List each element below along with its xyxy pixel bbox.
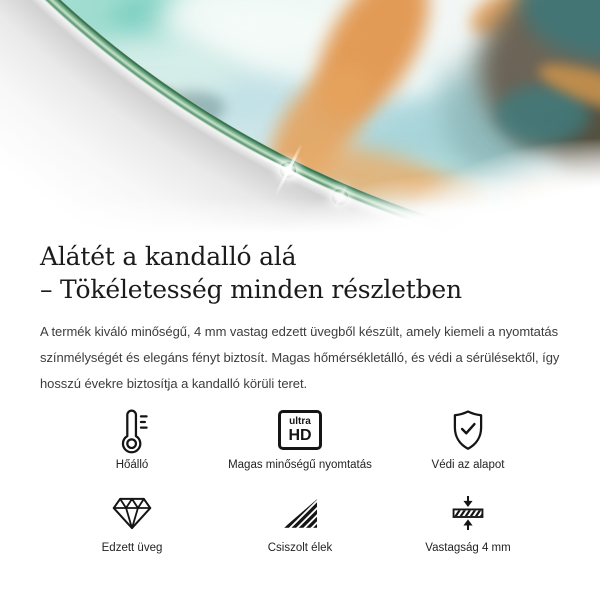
thermometer-icon: [115, 406, 149, 454]
uhd-badge-top: ultra: [289, 415, 311, 427]
uhd-badge-bottom: HD: [288, 426, 312, 444]
shield-check-icon: [449, 406, 487, 454]
feature-protects-base: [384, 406, 552, 471]
feature-thickness: [384, 489, 552, 554]
marble-blob: [138, 86, 228, 137]
feature-heat-resistant: [48, 406, 216, 471]
ultra-hd-icon: [278, 406, 322, 454]
product-image: [0, 0, 600, 232]
thickness-icon: [451, 489, 485, 537]
feature-ultra-hd-print: [216, 406, 384, 471]
feature-polished-edges: [216, 489, 384, 554]
features-grid: [40, 406, 560, 554]
diamond-icon: [111, 489, 153, 537]
feature-label: Hőálló: [115, 459, 149, 471]
product-details: [0, 232, 600, 554]
feature-label: Csiszolt élek: [267, 542, 333, 554]
feature-label: Edzett üveg: [101, 542, 163, 554]
product-description: A termék kiváló minőségű, 4 mm vastag edzett üvegből készült, amely kiemeli a nyomtatás színmélységét és elegáns fényt biztosít. Magas hőmérsékletálló, és védi a sérülésektől, így hosszú évekre biztosítja a kandalló körüli teret.: [40, 324, 560, 391]
feature-label: Vastagság 4 mm: [425, 542, 511, 554]
title-line-2: – Tökéletesség minden részletben: [40, 275, 462, 304]
title-line-1: Alátét a kandalló alá: [40, 242, 297, 271]
page-title: [40, 240, 560, 306]
polished-edges-icon: [282, 489, 318, 537]
feature-label: Védi az alapot: [431, 459, 505, 471]
feature-tempered-glass: [48, 489, 216, 554]
feature-label: Magas minőségű nyomtatás: [228, 459, 372, 471]
